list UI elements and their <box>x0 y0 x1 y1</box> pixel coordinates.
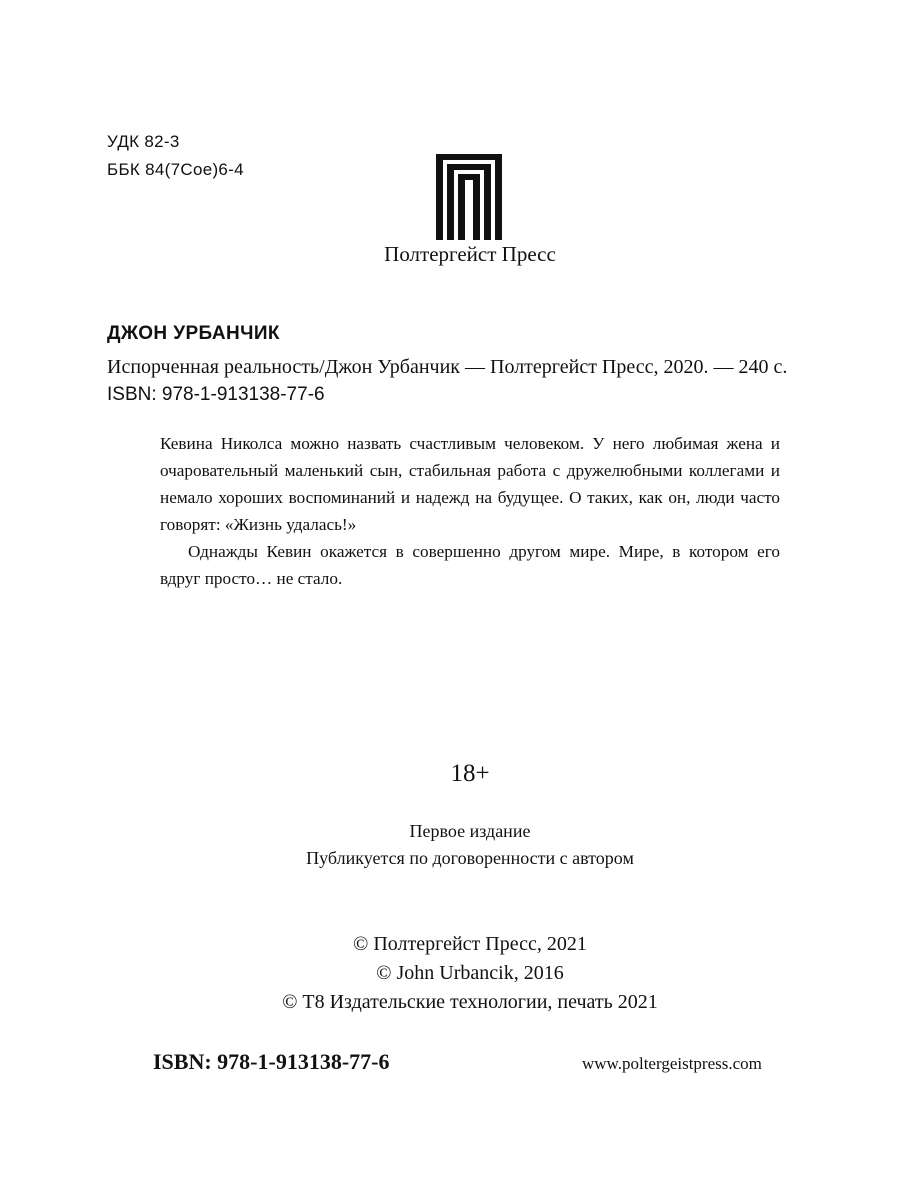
edition-line: Публикуется по договоренности с автором <box>306 848 634 868</box>
poltergeist-press-logo-icon <box>436 154 502 240</box>
copyright-line: © John Urbancik, 2016 <box>376 962 564 984</box>
author-name: ДЖОН УРБАНЧИК <box>107 323 280 344</box>
copyright-line: © Полтергейст Пресс, 2021 <box>353 933 587 955</box>
annotation-paragraph: Кевина Николса можно назвать счастливым человеком. У него любимая жена и очаровательный маленький сын, стабильная работа с дружелюбными коллегами и немало хороших воспоминаний и надежд на будущее. О таких, как он, люди часто говорят: «Жизнь удалась!» <box>160 434 780 534</box>
publisher-website: www.poltergeistpress.com <box>582 1054 762 1073</box>
isbn-record: ISBN: 978-1-913138-77-6 <box>107 384 325 405</box>
udk-code: УДК 82-3 <box>107 132 180 151</box>
publisher-name: Полтергейст Пресс <box>384 242 556 266</box>
edition-line: Первое издание <box>409 821 531 841</box>
bibliographic-record: Испорченная реальность/Джон Урбанчик — Полтергейст Пресс, 2020. — 240 с. <box>107 356 788 378</box>
copyright-line: © Т8 Издательские технологии, печать 2021 <box>282 991 658 1013</box>
bbk-code: ББК 84(7Сое)6-4 <box>107 160 244 179</box>
annotation-paragraph: Однажды Кевин окажется в совершенно другом мире. Мире, в котором его вдруг просто… не стало. <box>160 542 780 588</box>
isbn-footer: ISBN: 978-1-913138-77-6 <box>153 1049 390 1074</box>
edition-info <box>0 818 900 872</box>
copyright-block <box>0 930 900 1017</box>
annotation <box>160 430 780 592</box>
age-rating: 18+ <box>450 760 490 787</box>
classification-codes <box>107 128 244 184</box>
